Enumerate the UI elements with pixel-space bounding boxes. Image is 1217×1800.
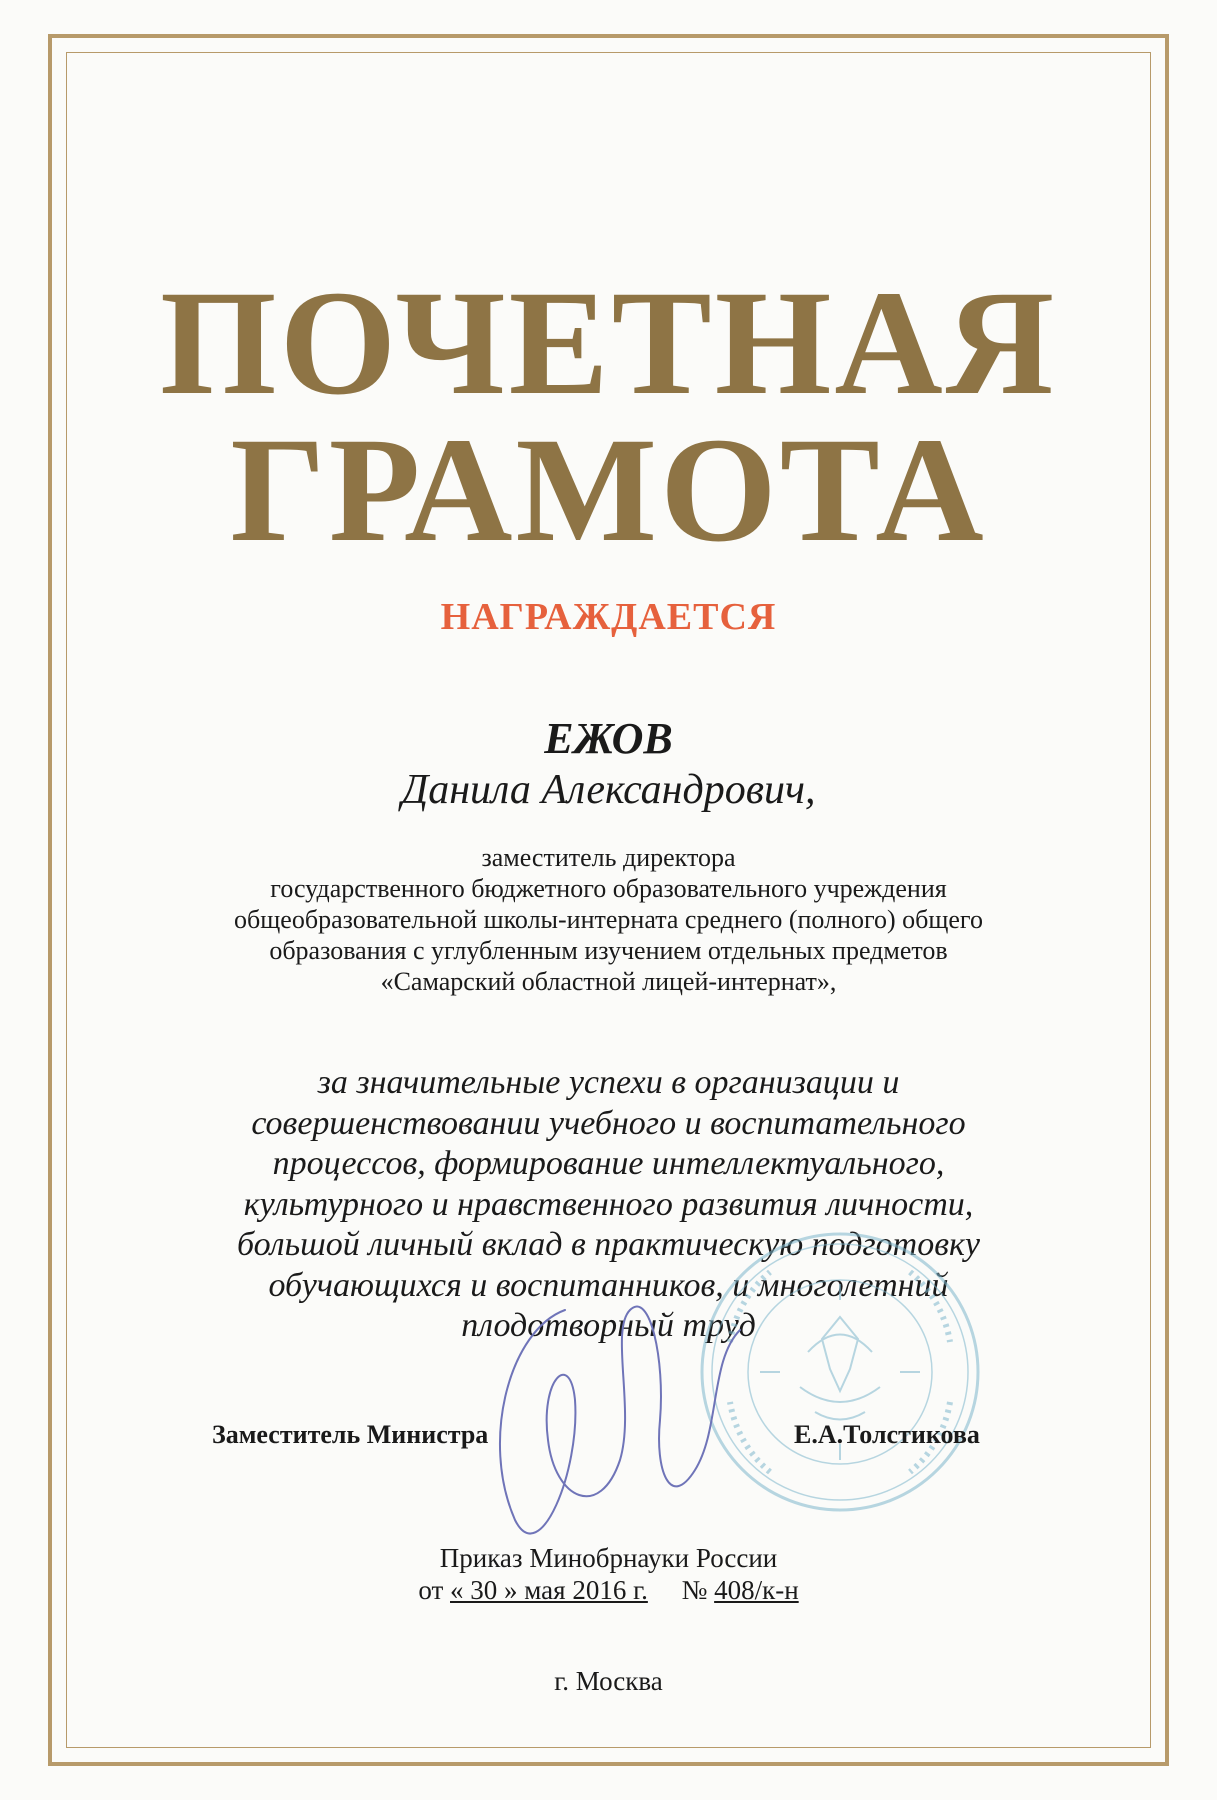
signature-icon	[470, 1270, 770, 1570]
signatory-name: Е.А.Толстикова	[794, 1420, 980, 1449]
title-line-2: ГРАМОТА	[230, 407, 987, 573]
position-line: заместитель директора	[481, 843, 736, 872]
merit-line: большой личный вклад в практическую подготовку	[236, 1226, 980, 1263]
position-line: «Самарский областной лицей-интернат»,	[380, 967, 837, 996]
signatory-title: Заместитель Министра	[212, 1420, 489, 1449]
merit-line: плодотворный труд	[461, 1307, 756, 1344]
awarded-label: НАГРАЖДАЕТСЯ	[440, 596, 777, 638]
recipient-surname: ЕЖОВ	[544, 714, 673, 763]
merit-line: процессов, формирование интеллектуального,	[272, 1145, 945, 1182]
recipient-position	[0, 842, 1217, 997]
position-line: образования с углубленным изучением отдельных предметов	[269, 936, 948, 965]
order-line-1: Приказ Минобрнауки России	[439, 1543, 778, 1573]
title-line-1: ПОЧЕТНАЯ	[159, 260, 1058, 426]
order-number-label: №	[681, 1575, 708, 1605]
merit-line: культурного и нравственного развития личности,	[243, 1185, 974, 1223]
order-date: « 30 » мая 2016 г.	[450, 1575, 648, 1605]
order-number: 408/к-н	[714, 1575, 799, 1605]
order-from: от	[418, 1575, 444, 1605]
position-line: общеобразовательной школы-интерната среднего (полного) общего	[234, 905, 983, 934]
order-line-2	[0, 1574, 1217, 1606]
merit-line: обучающихся и воспитанников, и многолетний	[268, 1266, 949, 1304]
merit-line: за значительные успехи в организации и	[317, 1064, 900, 1101]
city: г. Москва	[554, 1666, 663, 1696]
order-reference	[0, 1542, 1217, 1606]
position-line: государственного бюджетного образовательного учреждения	[270, 874, 947, 903]
merit-line: совершенствовании учебного и воспитательного	[251, 1104, 966, 1142]
recipient-given-names: Данила Александрович,	[401, 767, 816, 813]
